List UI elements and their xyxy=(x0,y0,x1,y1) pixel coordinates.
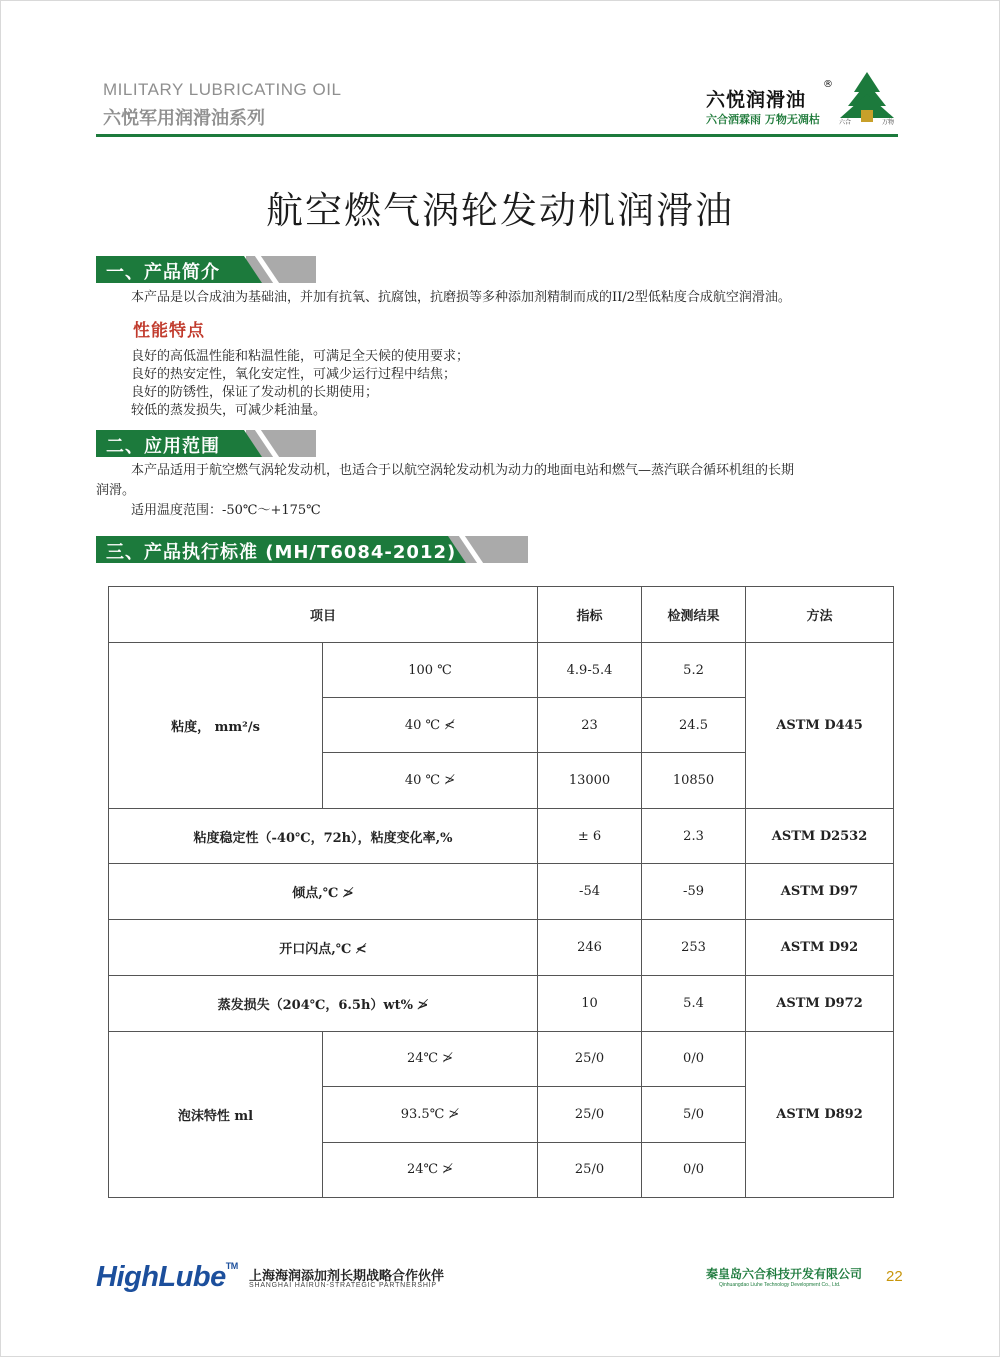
spec-cell: 25/0 xyxy=(538,1031,642,1086)
condition-cell: 24℃ ≯ xyxy=(323,1031,538,1086)
method-cell: ASTM D97 xyxy=(746,864,894,920)
table-row xyxy=(109,1031,894,1086)
feature-item: 较低的蒸发损失，可减少耗油量。 xyxy=(131,403,327,418)
section-heading: 三、产品执行标准 (MH/T6084-2012) xyxy=(106,542,457,563)
temperature-range: 适用温度范围：-50℃～+175℃ xyxy=(131,503,321,518)
section-heading: 二、应用范围 xyxy=(106,436,220,457)
result-cell: 5/0 xyxy=(642,1086,746,1142)
page-number: 22 xyxy=(886,1268,903,1285)
spec-cell: ± 6 xyxy=(538,809,642,864)
spec-table xyxy=(108,586,894,1198)
series-title-en: MILITARY LUBRICATING OIL xyxy=(103,80,342,99)
result-cell: -59 xyxy=(642,864,746,920)
method-cell: ASTM D2532 xyxy=(746,809,894,864)
partner-text-en: SHANGHAI HAIRUN-STRATEGIC PARTNERSHIP xyxy=(249,1282,437,1289)
highlube-logo: HighLube™ xyxy=(96,1261,238,1293)
result-cell: 0/0 xyxy=(642,1142,746,1197)
spec-cell: 13000 xyxy=(538,753,642,809)
condition-cell: 24℃ ≯ xyxy=(323,1142,538,1197)
intro-text: 本产品是以合成油为基础油，并加有抗氧、抗腐蚀，抗磨损等多种添加剂精制而成的II/2型低粘度合成航空润滑油。 xyxy=(131,290,791,305)
item-cell: 粘度稳定性（-40℃，72h），粘度变化率,% xyxy=(109,809,538,864)
result-cell: 5.4 xyxy=(642,975,746,1031)
foam-label: 泡沫特性 ml xyxy=(109,1031,323,1197)
logo-right-text: 万物 xyxy=(882,119,895,126)
section-banner-standard xyxy=(96,536,528,563)
result-cell: 253 xyxy=(642,920,746,975)
application-text-line1: 本产品适用于航空燃气涡轮发动机，也适合于以航空涡轮发动机为动力的地面电站和燃气—蒸汽联合循环机组的长期 xyxy=(131,463,795,478)
page-title: 航空燃气涡轮发动机润滑油 xyxy=(266,189,734,232)
company-name-cn: 秦皇岛六合科技开发有限公司 xyxy=(706,1267,863,1281)
result-cell: 0/0 xyxy=(642,1031,746,1086)
condition-cell: 100 ℃ xyxy=(323,643,538,698)
header-spec: 指标 xyxy=(538,587,642,643)
header-rule xyxy=(96,134,898,137)
item-cell: 开口闪点,℃ ≮ xyxy=(109,920,538,975)
spec-cell: 246 xyxy=(538,920,642,975)
result-cell: 5.2 xyxy=(642,643,746,698)
spec-cell: 4.9-5.4 xyxy=(538,643,642,698)
feature-item: 良好的防锈性，保证了发动机的长期使用； xyxy=(131,385,379,400)
table-row xyxy=(109,920,894,975)
spec-cell: 25/0 xyxy=(538,1142,642,1197)
result-cell: 2.3 xyxy=(642,809,746,864)
condition-cell: 40 ℃ ≯ xyxy=(323,753,538,809)
partner-text-cn: 上海海润添加剂长期战略合作伙伴 xyxy=(249,1269,445,1284)
section-banner-intro xyxy=(96,256,316,283)
feature-item: 良好的高低温性能和粘温性能，可满足全天候的使用要求； xyxy=(131,349,470,364)
series-title-cn: 六悦军用润滑油系列 xyxy=(103,108,265,129)
feature-item: 良好的热安定性，氧化安定性，可减少运行过程中结焦； xyxy=(131,367,457,382)
table-row xyxy=(109,809,894,864)
brand-name: 六悦润滑油 xyxy=(706,89,807,111)
method-cell: ASTM D892 xyxy=(746,1031,894,1197)
table-row xyxy=(109,643,894,698)
spec-cell: 23 xyxy=(538,698,642,753)
table-row xyxy=(109,864,894,920)
result-cell: 10850 xyxy=(642,753,746,809)
viscosity-label: 粘度， mm²/s xyxy=(109,643,323,809)
section-banner-application xyxy=(96,430,316,457)
table-header-row xyxy=(109,587,894,643)
brand-slogan: 六合洒霖雨 万物无凋枯 xyxy=(706,113,820,126)
condition-cell: 93.5℃ ≯ xyxy=(323,1086,538,1142)
spec-cell: 25/0 xyxy=(538,1086,642,1142)
section-heading: 一、产品简介 xyxy=(106,262,220,283)
header-result: 检测结果 xyxy=(642,587,746,643)
result-cell: 24.5 xyxy=(642,698,746,753)
header-method: 方法 xyxy=(746,587,894,643)
item-cell: 蒸发损失（204℃，6.5h）wt% ≯ xyxy=(109,975,538,1031)
method-cell: ASTM D445 xyxy=(746,643,894,809)
brand-logo-icon xyxy=(836,70,898,126)
condition-cell: 40 ℃ ≮ xyxy=(323,698,538,753)
table-row xyxy=(109,975,894,1031)
method-cell: ASTM D972 xyxy=(746,975,894,1031)
method-cell: ASTM D92 xyxy=(746,920,894,975)
header-item: 项目 xyxy=(109,587,538,643)
company-name-en: Qinhuangdao Liuhe Technology Development Co., Ltd. xyxy=(719,1282,841,1288)
features-heading: 性能特点 xyxy=(133,321,205,341)
logo-left-text: 六合 xyxy=(839,119,852,126)
spec-cell: 10 xyxy=(538,975,642,1031)
registered-mark: ® xyxy=(823,79,833,90)
application-text-line2: 润滑。 xyxy=(96,483,136,498)
spec-cell: -54 xyxy=(538,864,642,920)
item-cell: 倾点,℃ ≯ xyxy=(109,864,538,920)
